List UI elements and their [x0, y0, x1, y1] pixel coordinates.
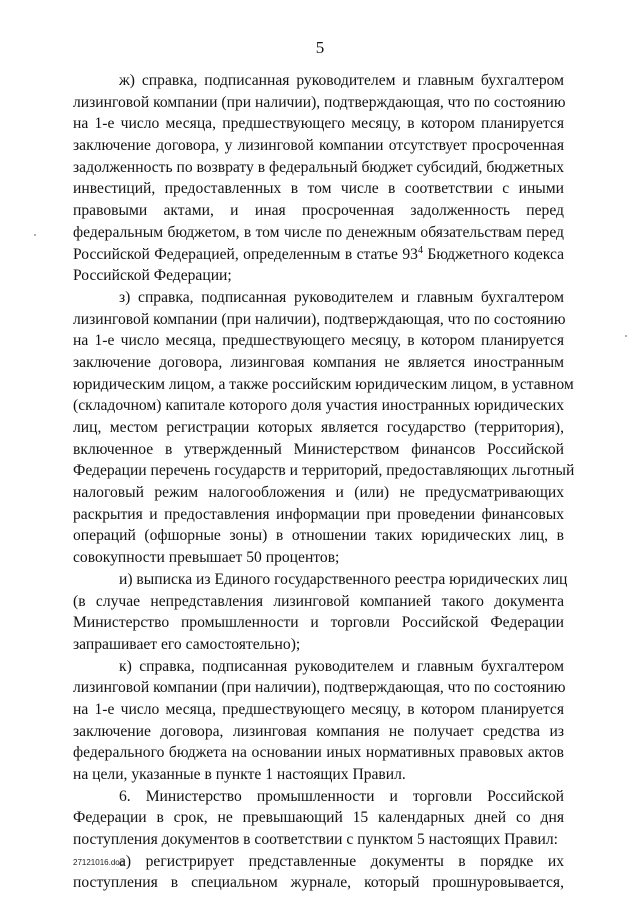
paragraph-zh	[73, 70, 564, 287]
text-line: к) справка, подписанная руководителем и главным бухгалтером	[119, 657, 564, 675]
document-body	[73, 70, 575, 894]
text-line: заключение договора, лизинговая компания не получает средства из	[73, 722, 564, 740]
paragraph-i	[73, 569, 568, 656]
superscript: 4	[417, 244, 423, 256]
text-line: налоговый режим налогообложения и (или) не предусматривающих	[73, 484, 564, 502]
text-segment: Бюджетного кодекса	[422, 245, 564, 263]
text-line: ж) справка, подписанная руководителем и главным бухгалтером	[119, 72, 564, 89]
text-line: лизинговой компании (при наличии), подтверждающая, что по состоянию	[73, 679, 566, 697]
text-line: юридическим лицом, а также российским юридическим лицом, в уставном	[73, 375, 574, 393]
text-line: инвестиций, предоставленных в том числе в соответствии с иными	[73, 180, 564, 198]
text-line: на цели, указанные в пункте 1 настоящих Правил.	[73, 766, 406, 783]
text-line: Федерации в срок, не превышающий 15 календарных дней со дня	[73, 809, 564, 827]
text-line: операций (офшорные зоны) в отношении таких юридических лиц, в	[73, 527, 564, 545]
text-line: на 1-е число месяца, предшествующего месяцу, в котором планируется	[73, 332, 564, 350]
page-number: 5	[315, 38, 325, 57]
text-line: правовыми актами, и иная просроченная задолженность перед	[73, 202, 564, 220]
text-line: совокупности превышает 50 процентов;	[73, 549, 340, 567]
text-line: на 1-е число месяца, предшествующего месяцу, в котором планируется	[73, 700, 564, 718]
text-line: на 1-е число месяца, предшествующего месяцу, в котором планируется	[73, 115, 564, 133]
paragraph-6	[73, 786, 564, 851]
text-line: заключение договора, лизинговая компания не является иностранным	[73, 353, 564, 371]
text-line: Российской Федерации;	[73, 267, 232, 285]
paragraph-z	[73, 287, 575, 569]
text-line: федерального бюджета на основании иных нормативных правовых актов	[73, 744, 564, 762]
text-line: федеральным бюджетом, в том числе по денежным обязательствам перед	[73, 223, 564, 241]
text-line: раскрытия и предоставления информации при проведении финансовых	[73, 505, 564, 523]
text-line: з) справка, подписанная руководителем и главным бухгалтером	[119, 288, 564, 306]
text-line: запрашивает его самостоятельно);	[73, 635, 301, 653]
text-line: (складочном) капитале которого доля участия иностранных юридических	[73, 397, 564, 415]
text-line-with-superscript	[73, 244, 564, 266]
text-line: включенное в утвержденный Министерством финансов Российской	[73, 440, 564, 458]
text-segment: Российской Федерацией, определенным в статье 93	[73, 245, 418, 263]
text-line: Федерации перечень государств и территорий, предоставляющих льготный	[73, 462, 575, 480]
scan-speck	[625, 335, 627, 337]
text-line: лизинговой компании (при наличии), подтверждающая, что по состоянию	[73, 93, 566, 111]
paragraph-k	[73, 656, 564, 786]
footer-filename: 27121016.doc	[73, 858, 124, 867]
scan-speck	[34, 234, 36, 236]
text-line: (в случае непредставления лизинговой компанией такого документа	[73, 592, 564, 610]
text-line: заключение договора, у лизинговой компании отсутствует просроченная	[73, 137, 564, 155]
text-line: Министерство промышленности и торговли Российской Федерации	[73, 614, 564, 632]
text-line: поступления документов в соответствии с пунктом 5 настоящих Правил:	[73, 831, 558, 849]
paragraph-a	[73, 851, 564, 894]
text-line: а) регистрирует представленные документы в порядке их	[119, 852, 564, 870]
text-line: задолженность по возврату в федеральный бюджет субсидий, бюджетных	[73, 158, 564, 176]
text-line: лизинговой компании (при наличии), подтверждающая, что по состоянию	[73, 310, 566, 328]
text-line: 6. Министерство промышленности и торговли Российской	[119, 787, 564, 805]
text-line: и) выписка из Единого государственного реестра юридических лиц	[119, 570, 568, 588]
text-line: поступления в специальном журнале, который прошнуровывается,	[73, 874, 564, 892]
text-line: лиц, местом регистрации которых является государство (территория),	[73, 419, 564, 436]
